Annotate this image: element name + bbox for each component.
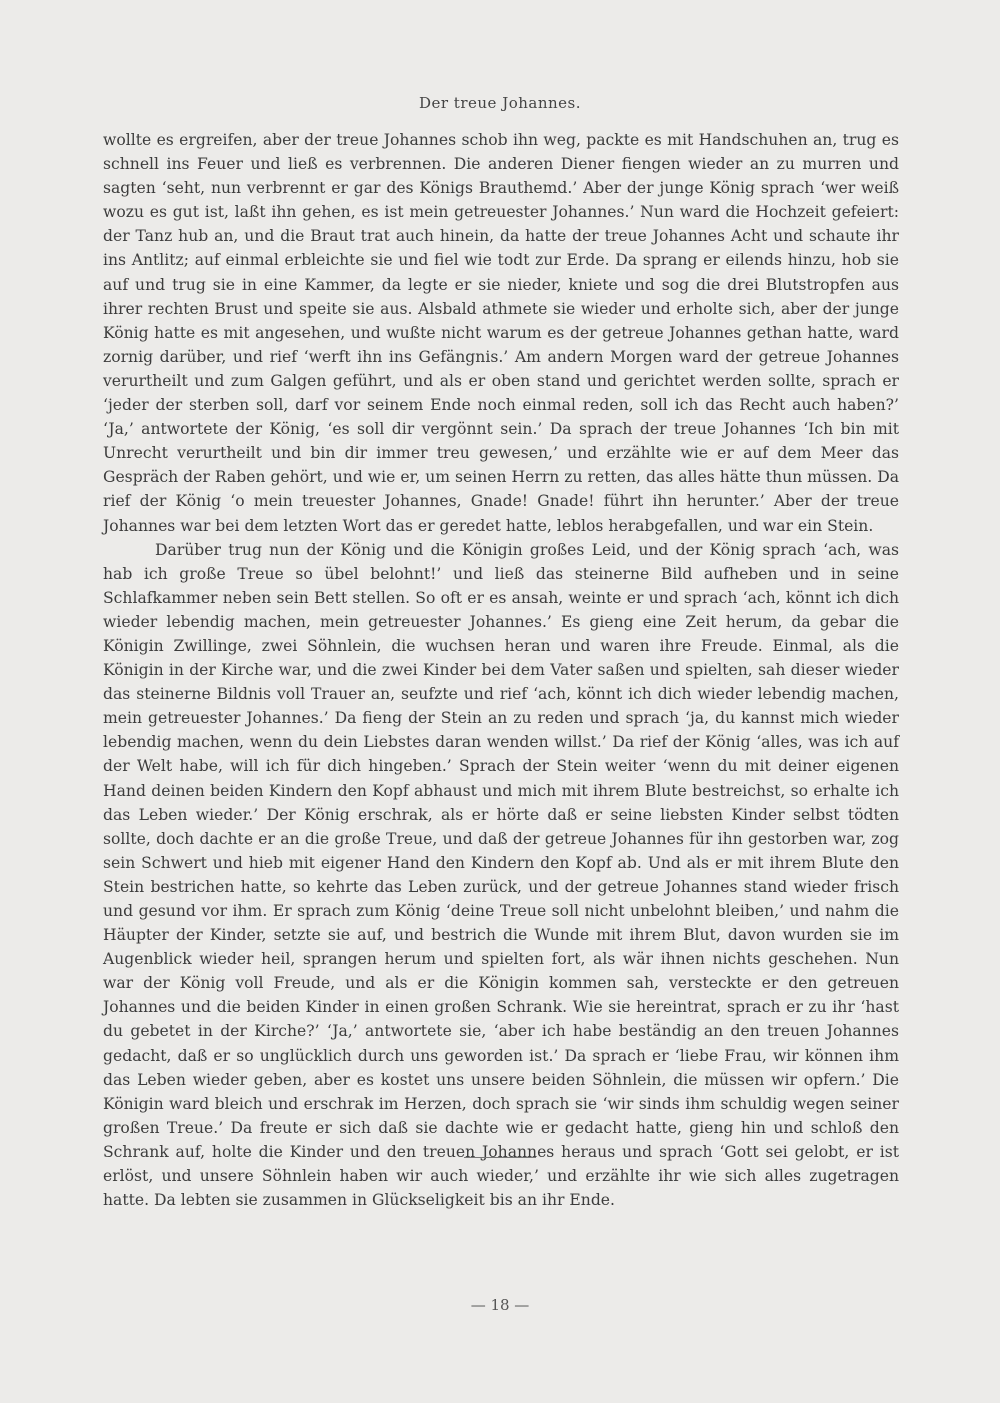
end-rule <box>464 1157 536 1158</box>
body-text <box>103 128 899 1212</box>
paragraph-2: Darüber trug nun der König und die Königin großes Leid, und der König sprach ‘ach, was hab ich große Treue so übel belohnt!’ und ließ das steinerne Bild aufheben und in seine Schlafkammer neben sein Bett stellen. So oft er es ansah, weinte er und sprach ‘ach, könnt ich dich wieder lebendig machen, mein getreuester Johannes.’ Es gieng eine Zeit herum, da gebar die Königin Zwillinge, zwei Söhnlein, die wuchsen heran und waren ihre Freude. Einmal, als die Königin in der Kirche war, und die zwei Kinder bei dem Vater saßen und spielten, sah dieser wieder das steinerne Bildnis voll Trauer an, seufzte und rief ‘ach, könnt ich dich wieder lebendig machen, mein getreuester Johannes.’ Da fieng der Stein an zu reden und sprach ‘ja, du kannst mich wieder lebendig machen, wenn du dein Liebstes daran wenden willst.’ Da rief der König ‘alles, was ich auf der Welt habe, will ich für dich hingeben.’ Sprach der Stein weiter ‘wenn du mit deiner eigenen Hand deinen beiden Kindern den Kopf abhaust und mich mit ihrem Blute bestreichst, so erhalte ich das Leben wieder.’ Der König erschrak, als er hörte daß er seine liebsten Kinder selbst tödten sollte, doch dachte er an die große Treue, und daß der getreue Johannes für ihn gestorben war, zog sein Schwert und hieb mit eigener Hand den Kindern den Kopf ab. Und als er mit ihrem Blute den Stein bestrichen hatte, so kehrte das Leben zurück, und der getreue Johannes stand wieder frisch und gesund vor ihm. Er sprach zum König ‘deine Treue soll nicht unbelohnt bleiben,’ und nahm die Häupter der Kinder, setzte sie auf, und bestrich die Wunde mit ihrem Blut, davon wurden sie im Augenblick wieder heil, sprangen herum und spielten fort, als wär ihnen nichts geschehen. Nun war der König voll Freude, und als er die Königin kommen sah, versteckte er den getreuen Johannes und die beiden Kinder in einen großen Schrank. Wie sie hereintrat, sprach er zu ihr ‘hast du gebetet in der Kirche?’ ‘Ja,’ antwortete sie, ‘aber ich habe beständig an den treuen Johannes gedacht, daß er so unglücklich durch uns geworden ist.’ Da sprach er ‘liebe Frau, wir können ihm das Leben wieder geben, aber es kostet uns unsere beiden Söhnlein, die müssen wir opfern.’ Die Königin ward bleich und erschrak im Herzen, doch sprach sie ‘wir sinds ihm schuldig wegen seiner großen Treue.’ Da freute er sich daß sie dachte wie er gedacht hatte, gieng hin und schloß den Schrank auf, holte die Kinder und den treuen Johannes heraus und sprach ‘Gott sei gelobt, er ist erlöst, und unsere Söhnlein haben wir auch wieder,’ und erzählte ihr wie sich alles zugetragen hatte. Da lebten sie zusammen in Glückseligkeit bis an ihr Ende. <box>103 540 899 1210</box>
running-head: Der treue Johannes. <box>418 94 582 112</box>
paragraph-1: wollte es ergreifen, aber der treue Johannes schob ihn weg, packte es mit Handschuhen an, trug es schnell ins Feuer und ließ es verbrennen. Die anderen Diener fiengen wieder an zu murren und sagten ‘seht, nun verbrennt er gar des Königs Brauthemd.’ Aber der junge König sprach ‘wer weiß wozu es gut ist, laßt ihn gehen, es ist mein getreuester Johannes.’ Nun ward die Hochzeit gefeiert: der Tanz hub an, und die Braut trat auch hinein, da hatte der treue Johannes Acht und schaute ihr ins Antlitz; auf einmal erbleichte sie und fiel wie todt zur Erde. Da sprang er eilends hinzu, hob sie auf und trug sie in eine Kammer, da legte er sie nieder, kniete und sog die drei Blutstropfen aus ihrer rechten Brust und speite sie aus. Alsbald athmete sie wieder und erholte sich, aber der junge König hatte es mit angesehen, und wußte nicht warum es der getreue Johannes gethan hatte, ward zornig darüber, und rief ‘werft ihn ins Gefängnis.’ Am andern Morgen ward der getreue Johannes verurtheilt und zum Galgen geführt, und als er oben stand und gerichtet werden sollte, sprach er ‘jeder der sterben soll, darf vor seinem Ende noch einmal reden, soll ich das Recht auch haben?’ ‘Ja,’ antwortete der König, ‘es soll dir vergönnt sein.’ Da sprach der treue Johannes ‘Ich bin mit Unrecht verurtheilt und bin dir immer treu gewesen,’ und erzählte wie er auf dem Meer das Gespräch der Raben gehört, und wie er, um seinen Herrn zu retten, das alles hätte thun müssen. Da rief der König ‘o mein treuester Johannes, Gnade! Gnade! führt ihn herunter.’ Aber der treue Johannes war bei dem letzten Wort das er geredet hatte, leblos herabgefallen, und war ein Stein. <box>103 131 899 535</box>
page-number: — 18 — <box>470 1296 530 1314</box>
